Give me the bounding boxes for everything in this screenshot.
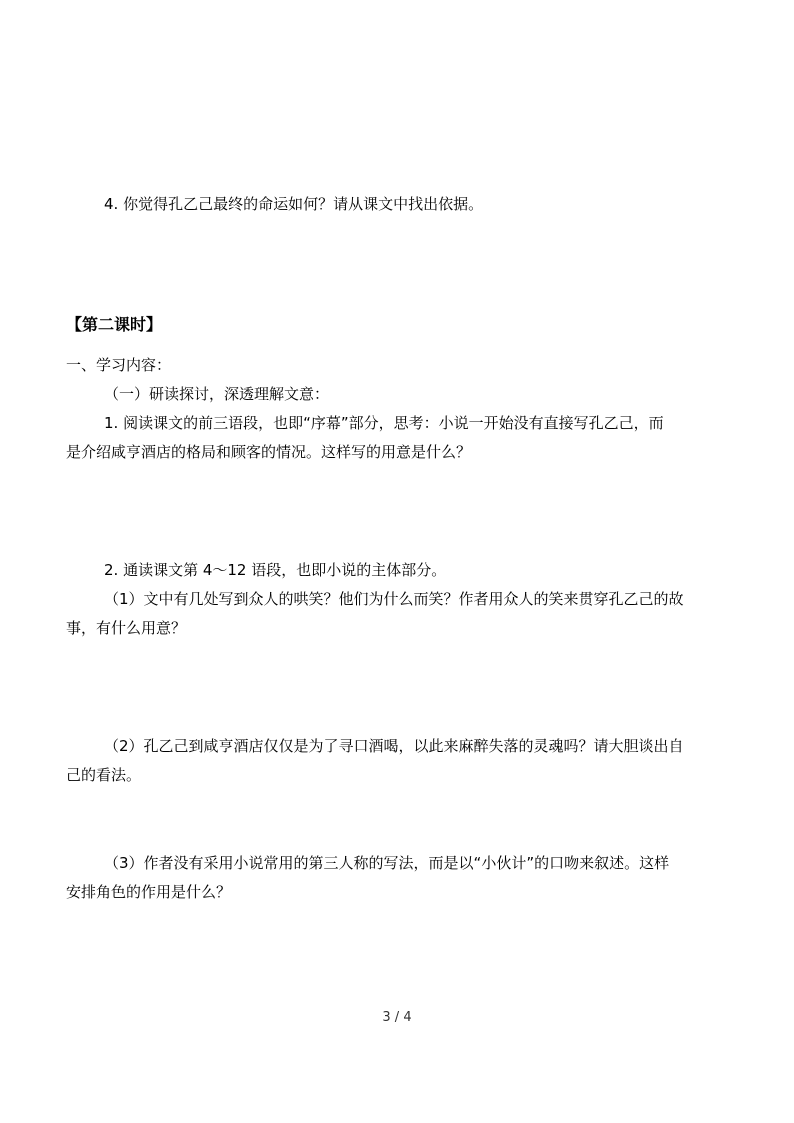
subsection-one-heading: （一）研读探讨，深透理解文意： bbox=[104, 385, 330, 403]
item-1-line-1: 1. 阅读课文的前三语段，也即“序幕”部分，思考：小说一开始没有直接写孔乙己，而 bbox=[104, 414, 664, 432]
section-title: 【第二课时】 bbox=[66, 315, 163, 334]
item-1-line-2: 是介绍咸亨酒店的格局和顾客的情况。这样写的用意是什么？ bbox=[66, 443, 472, 461]
sub-question-2-line-2: 己的看法。 bbox=[66, 766, 142, 784]
page-number: 3 / 4 bbox=[382, 1010, 412, 1025]
question-4: 4. 你觉得孔乙己最终的命运如何？请从课文中找出依据。 bbox=[104, 195, 484, 213]
part-one-heading: 一、学习内容： bbox=[66, 356, 172, 374]
sub-question-3-line-1: （3）作者没有采用小说常用的第三人称的写法，而是以“小伙计”的口吻来叙述。这样 bbox=[104, 854, 670, 872]
sub-question-3-line-2: 安排角色的作用是什么？ bbox=[66, 883, 232, 901]
sub-question-1-line-2: 事，有什么用意？ bbox=[66, 619, 187, 637]
item-2: 2. 通读课文第 4～12 语段，也即小说的主体部分。 bbox=[104, 561, 447, 579]
sub-question-1-line-1: （1）文中有几处写到众人的哄笑？他们为什么而笑？作者用众人的笑来贯穿孔乙己的故 bbox=[104, 590, 684, 608]
sub-question-2-line-1: （2）孔乙己到咸亨酒店仅仅是为了寻口酒喝，以此来麻醉失落的灵魂吗？请大胆谈出自 bbox=[104, 737, 684, 755]
